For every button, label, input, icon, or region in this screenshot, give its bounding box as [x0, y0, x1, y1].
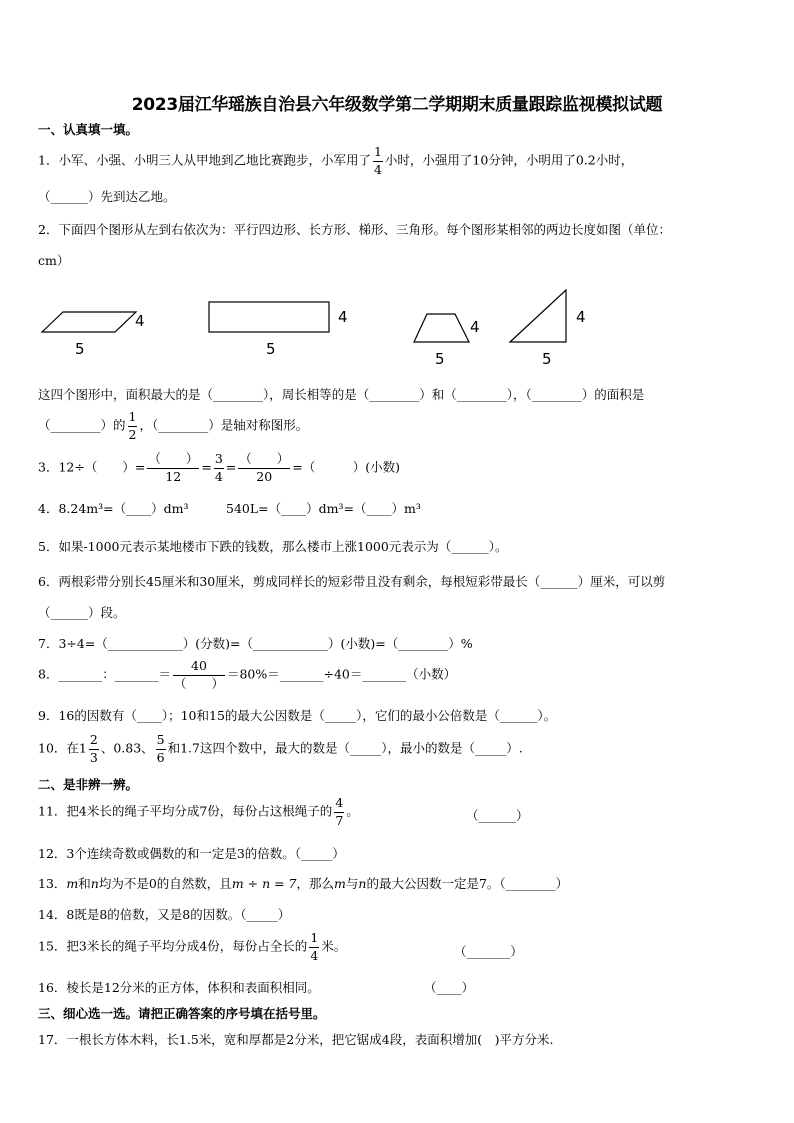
question-11: [38, 797, 359, 827]
triangle-side-label: 4: [576, 308, 586, 326]
q15-fraction-numerator: 1: [309, 932, 319, 948]
q10-text-c: 和1.7这四个数中，最大的数是（_____），最小的数是（_____）.: [167, 740, 523, 756]
q10-mixed-denominator: 3: [89, 749, 98, 765]
trapezoid-side-label: 4: [470, 318, 480, 336]
question-1: [38, 146, 633, 176]
question-8: [38, 660, 456, 690]
q3-f3-numerator: （ ）: [238, 453, 290, 469]
rectangle-shape: [209, 302, 329, 332]
q10-fraction: [156, 734, 166, 764]
q3-f2-numerator: 3: [214, 453, 224, 469]
rectangle-side-label: 4: [338, 308, 348, 326]
q10-fraction-numerator: 5: [156, 734, 166, 750]
q10-text-b: 、0.83、: [100, 740, 154, 756]
q13-expression: m ÷ n = 7: [231, 876, 297, 891]
q3-fraction-3: [238, 453, 290, 483]
q16-answer-blank: （____）: [424, 980, 475, 995]
q3-f1-denominator: 12: [165, 468, 182, 484]
rectangle-base-label: 5: [266, 340, 276, 358]
section-2-heading: 二、是非辨一辨。: [38, 777, 139, 792]
q3-fraction-2: [214, 453, 224, 483]
q13-text-a: 13．: [38, 876, 67, 891]
q11-text-b: 。: [346, 803, 359, 819]
q1-fraction-denominator: 4: [373, 161, 382, 177]
q3-f3-denominator: 20: [256, 468, 273, 484]
triangle-shape: [510, 290, 566, 342]
q15-fraction: [309, 932, 319, 962]
q13-text-d: ，那么: [296, 876, 335, 891]
parallelogram-base-label: 5: [75, 340, 85, 358]
q8-text-b: ＝80%＝_______÷40＝_______（小数）: [226, 666, 457, 682]
question-17: 17．一根长方体木料，长1.5米，宽和厚都是2分米，把它锯成4段，表面积增加( )平方分米.: [38, 1032, 554, 1047]
q13-var-m: m: [66, 876, 79, 891]
question-13: [38, 874, 568, 892]
parallelogram-shape: [42, 312, 136, 332]
section-3-heading: 三、细心选一选。请把正确答案的序号填在括号里。: [38, 1006, 326, 1021]
q13-text-e: 与: [345, 876, 359, 891]
q11-fraction-denominator: 7: [335, 812, 344, 828]
q1-text-b: 小时，小强用了10分钟，小明用了0.2小时，: [384, 152, 634, 168]
q3-f1-numerator: （ ）: [147, 453, 199, 469]
triangle-base-label: 5: [542, 350, 552, 368]
q10-text-a: 10．在1: [38, 740, 87, 756]
question-6-line-2: （______）段。: [38, 605, 126, 620]
question-1-line-2: （______）先到达乙地。: [38, 189, 176, 204]
q10-fraction-denominator: 6: [156, 749, 165, 765]
question-2-line-3: 这四个图形中，面积最大的是（________），周长相等的是（________）和（________），（________）的面积是: [38, 387, 645, 402]
q13-text-c: 均为不是0的自然数，且: [98, 876, 232, 891]
q2-text-d2: ，（________）是轴对称图形。: [139, 417, 309, 433]
q3-text-b: =（ ）(小数): [292, 459, 400, 475]
q10-mixed-fraction: [89, 734, 99, 764]
question-12: 12．3个连续奇数或偶数的和一定是3的倍数。（_____）: [38, 846, 345, 861]
question-2: 2．下面四个图形从左到右依次为：平行四边形、长方形、梯形、三角形。每个图形某相邻的两边长度如图（单位：: [38, 222, 671, 237]
q1-text-a: 1．小军、小强、小明三人从甲地到乙地比赛跑步，小军用了: [38, 152, 371, 168]
section-1-heading: 一、认真填一填。: [38, 122, 139, 137]
question-14: 14．8既是8的倍数，又是8的因数。（_____）: [38, 907, 291, 922]
q15-text-a: 15．把3米长的绳子平均分成4份，每份占全长的: [38, 938, 308, 954]
q2-fraction: [128, 411, 138, 441]
q11-fraction-numerator: 4: [334, 797, 344, 813]
question-5: 5．如果-1000元表示某地楼市下跌的钱数，那么楼市上涨1000元表示为（______）。: [38, 539, 508, 554]
q15-fraction-denominator: 4: [310, 947, 319, 963]
q1-fraction-numerator: 1: [373, 146, 383, 162]
q2-fraction-numerator: 1: [128, 411, 138, 427]
q11-text-a: 11．把4米长的绳子平均分成7份，每份占这根绳子的: [38, 803, 333, 819]
question-15: [38, 932, 346, 962]
question-2-line-4: [38, 411, 308, 441]
page-title: 2023届江华瑶族自治县六年级数学第二学期期末质量跟踪监视模拟试题: [131, 95, 663, 115]
q3-fraction-1: [147, 453, 199, 483]
q8-text-a: 8．_______：_______＝: [38, 666, 171, 682]
q13-text-f: 的最大公因数一定是7。（________）: [366, 876, 569, 891]
q15-answer-blank: （_______）: [454, 944, 523, 959]
question-2-unit: cm）: [38, 253, 70, 268]
q8-fraction-denominator: （ ）: [173, 675, 224, 691]
q15-text-b: 米。: [321, 938, 347, 954]
q11-answer-blank: （______）: [466, 808, 529, 823]
question-3: [38, 453, 400, 483]
q3-f2-denominator: 4: [214, 468, 223, 484]
question-9: 9．16的因数有（____）；10和15的最大公因数是（_____），它们的最小公倍数是（______）。: [38, 708, 557, 723]
q11-fraction: [334, 797, 344, 827]
q3-text-a: 3．12÷（ ）=: [38, 459, 146, 475]
trapezoid-base-label: 5: [435, 350, 445, 368]
question-10: [38, 734, 523, 764]
shapes-figure: [0, 280, 794, 375]
trapezoid-shape: [414, 314, 469, 342]
question-4: 4．8.24m³=（____）dm³ 540L=（____）dm³=（____）m³: [38, 501, 421, 516]
q8-fraction-numerator: 40: [173, 660, 225, 676]
q3-equals-1: =: [201, 459, 212, 475]
question-16: 16．棱长是12分米的正方体，体积和表面积相同。: [38, 980, 320, 995]
q13-var-n: n: [90, 876, 99, 891]
q13-var-n-2: n: [358, 876, 367, 891]
q3-equals-2: =: [225, 459, 237, 475]
q13-text-b: 和: [78, 876, 91, 891]
question-7: 7．3÷4=（____________）(分数)=（____________）(小数)=（________）%: [38, 636, 473, 651]
question-6: 6．两根彩带分别长45厘米和30厘米，剪成同样长的短彩带且没有剩余，每根短彩带最长（______）厘米，可以剪: [38, 574, 666, 589]
q10-mixed-numerator: 2: [89, 734, 99, 750]
q2-text-d1: （________）的: [38, 417, 126, 433]
q2-fraction-denominator: 2: [128, 426, 137, 442]
q13-var-m-2: m: [334, 876, 346, 891]
q8-fraction: [173, 660, 225, 690]
parallelogram-side-label: 4: [135, 312, 145, 330]
q1-fraction: [373, 146, 383, 176]
